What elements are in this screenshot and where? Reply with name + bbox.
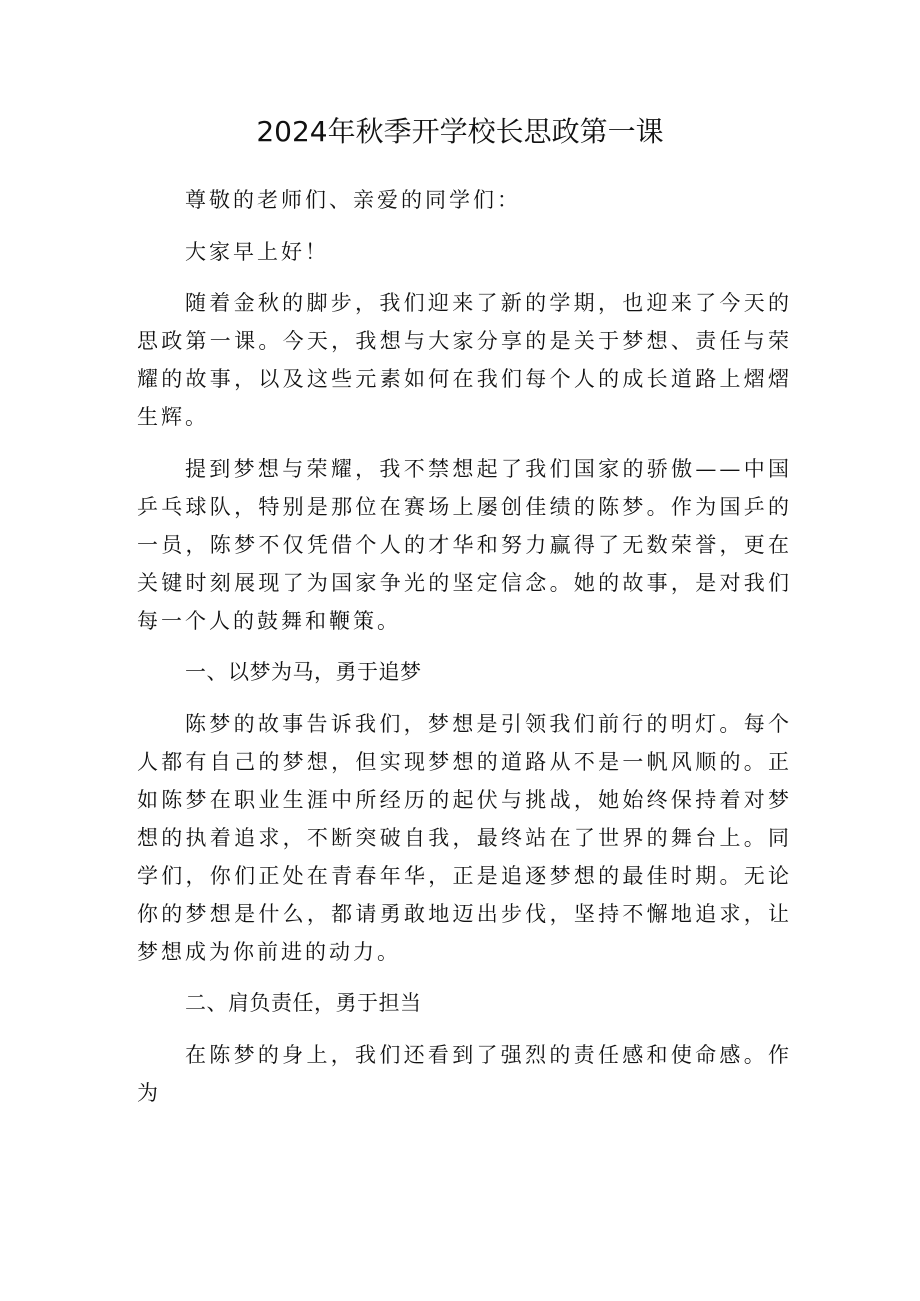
document-title: 2024年秋季开学校长思政第一课 [256, 115, 664, 148]
document-body [137, 181, 792, 1125]
section-1-paragraph: 陈梦的故事告诉我们，梦想是引领我们前行的明灯。每个人都有自己的梦想，但实现梦想的道路从不是一帆风顺的。正如陈梦在职业生涯中所经历的起伏与挑战，她始终保持着对梦想的执着追求，不断突破自我，最终站在了世界的舞台上。同学们，你们正处在青春年华，正是追逐梦想的最佳时期。无论你的梦想是什么，都请勇敢地迈出步伐，坚持不懈地追求，让梦想成为你前进的动力。 [137, 711, 792, 964]
greeting: 尊敬的老师们、亲爱的同学们： [185, 188, 521, 212]
paragraph-chenmeng: 提到梦想与荣耀，我不禁想起了我们国家的骄傲——中国乒乓球队，特别是那位在赛场上屡创佳绩的陈梦。作为国乒的一员，陈梦不仅凭借个人的才华和努力赢得了无数荣誉，更在关键时刻展现了为国家争光的坚定信念。她的故事，是对我们每一个人的鼓舞和鞭策。 [137, 456, 792, 633]
salutation: 大家早上好！ [185, 239, 329, 264]
section-heading-2: 二、肩负责任，勇于担当 [185, 991, 422, 1015]
section-heading-1: 一、以梦为马，勇于追梦 [185, 660, 422, 684]
section-2-paragraph: 在陈梦的身上，我们还看到了强烈的责任感和使命感。作为 [137, 1042, 792, 1105]
paragraph-intro: 随着金秋的脚步，我们迎来了新的学期，也迎来了今天的思政第一课。今天，我想与大家分享的是关于梦想、责任与荣耀的故事，以及这些元素如何在我们每个人的成长道路上熠熠生辉。 [137, 291, 792, 429]
